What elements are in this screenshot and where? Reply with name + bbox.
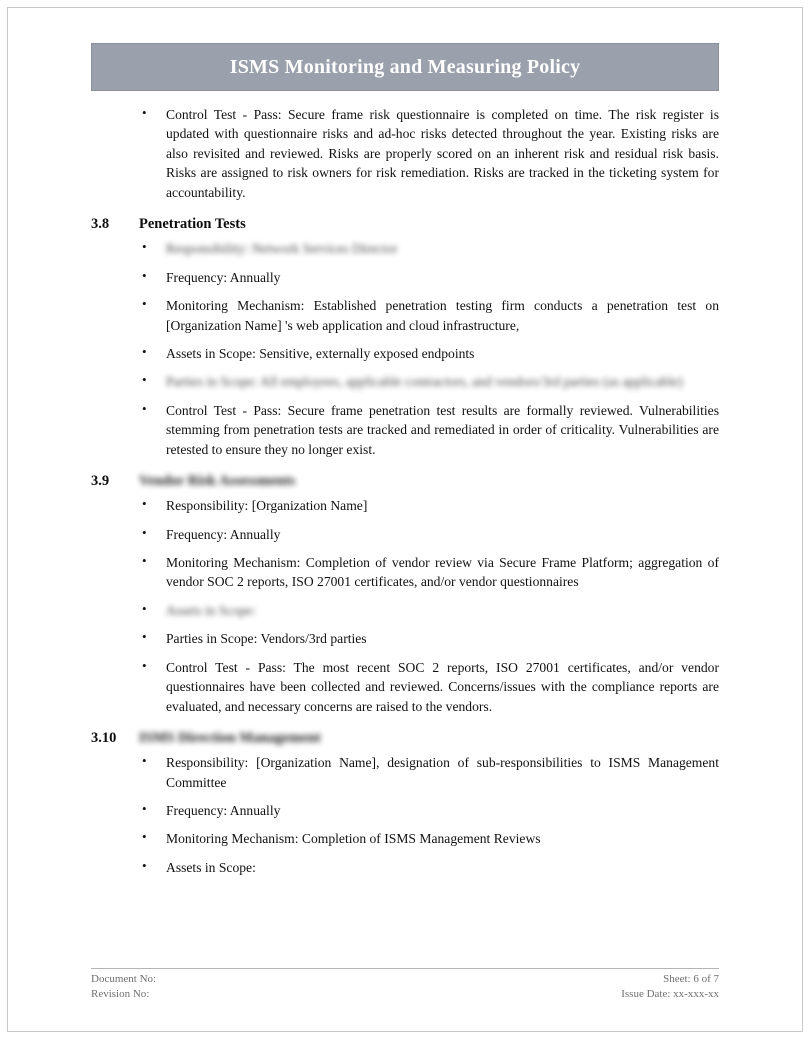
section-number: 3.8	[91, 216, 110, 233]
bullet-item	[91, 858, 719, 877]
bullet-text-redacted: Assets in Scope:	[166, 602, 256, 618]
bullet-text: Assets in Scope: Sensitive, externally exposed endpoints	[166, 345, 475, 361]
bullet-item	[91, 801, 719, 820]
section-title-redacted: ISMS Direction Management	[139, 730, 321, 747]
bullet-item	[91, 401, 719, 459]
bullet-text: Assets in Scope:	[166, 859, 256, 875]
page-footer	[91, 968, 719, 1001]
bullet-item	[91, 525, 719, 544]
section-heading	[91, 730, 719, 747]
footer-revision-no: Revision No:	[91, 987, 150, 1000]
bullet-text: Frequency: Annually	[166, 526, 281, 542]
section-bullet-list	[91, 496, 719, 716]
bullet-item	[91, 105, 719, 202]
sections-container	[91, 216, 719, 877]
document-content	[91, 43, 719, 886]
bullet-text: Control Test - Pass: Secure frame penetration test results are formally reviewed. Vulnerabilities stemming from penetration tests are tracked and remediated in order of criticality. Vulnerabilities are retested to ensure they no longer exist.	[166, 402, 719, 457]
bullet-item	[91, 344, 719, 363]
footer-sheet-number: Sheet: 6 of 7	[663, 973, 719, 985]
intro-bullet-list	[91, 105, 719, 202]
bullet-text: Monitoring Mechanism: Completion of vendor review via Secure Frame Platform; aggregation of vendor SOC 2 reports, ISO 27001 certificates, and/or vendor questionnaires	[166, 555, 719, 590]
bullet-item	[91, 372, 719, 391]
document-title-banner	[91, 43, 719, 91]
bullet-item	[91, 829, 719, 848]
bullet-item	[91, 268, 719, 287]
bullet-item	[91, 629, 719, 648]
bullet-text: Responsibility: [Organization Name], designation of sub-responsibilities to ISMS Management Committee	[166, 755, 719, 790]
bullet-text: Parties in Scope: Vendors/3rd parties	[166, 631, 367, 647]
bullet-item	[91, 753, 719, 792]
footer-row-top	[91, 972, 719, 987]
bullet-text: Control Test - Pass: Secure frame risk questionnaire is completed on time. The risk register is updated with questionnaire risks and ad-hoc risks detected throughout the year. Existing risks are also revisited and reviewed. Risks are properly scored on an inherent risk and residual risk basis. Risks are assigned to risk owners for risk remediation. Risks are tracked in the ticketing system for accountability.	[166, 107, 719, 200]
footer-issue-date: Issue Date: xx-xxx-xx	[621, 987, 719, 1000]
section-number: 3.9	[91, 473, 110, 490]
section-bullet-list	[91, 239, 719, 459]
bullet-item	[91, 601, 719, 620]
document-body	[91, 91, 719, 877]
bullet-text-redacted: Parties in Scope: All employees, applicable contractors, and vendors/3rd parties (as applicable)	[166, 374, 683, 390]
document-section	[91, 216, 719, 459]
section-heading	[91, 216, 719, 233]
section-bullet-list	[91, 753, 719, 877]
bullet-text-redacted: Responsibility: Network Services Director	[166, 241, 398, 257]
bullet-item	[91, 553, 719, 592]
bullet-text: Monitoring Mechanism: Established penetration testing firm conducts a penetration test on [Organization Name] 's web application and cloud infrastructure,	[166, 298, 719, 333]
bullet-item	[91, 496, 719, 515]
bullet-text: Frequency: Annually	[166, 802, 281, 818]
section-title: Penetration Tests	[139, 216, 246, 233]
section-heading	[91, 473, 719, 490]
bullet-text: Control Test - Pass: The most recent SOC 2 reports, ISO 27001 certificates, and/or vendor questionnaires have been collected and reviewed. Concerns/issues with the compliance reports are evaluated, and necessary concerns are raised to the vendors.	[166, 659, 719, 714]
page-title: ISMS Monitoring and Measuring Policy	[229, 55, 581, 78]
bullet-text: Responsibility: [Organization Name]	[166, 498, 368, 514]
bullet-item	[91, 658, 719, 716]
document-section	[91, 730, 719, 877]
footer-row-bottom	[91, 987, 719, 1002]
footer-document-no: Document No:	[91, 973, 157, 985]
bullet-text: Monitoring Mechanism: Completion of ISMS Management Reviews	[166, 831, 541, 847]
section-title-redacted: Vendor Risk Assessments	[139, 473, 296, 490]
document-section	[91, 473, 719, 716]
bullet-item	[91, 296, 719, 335]
bullet-text: Frequency: Annually	[166, 269, 281, 285]
bullet-item	[91, 239, 719, 258]
section-number: 3.10	[91, 730, 117, 747]
